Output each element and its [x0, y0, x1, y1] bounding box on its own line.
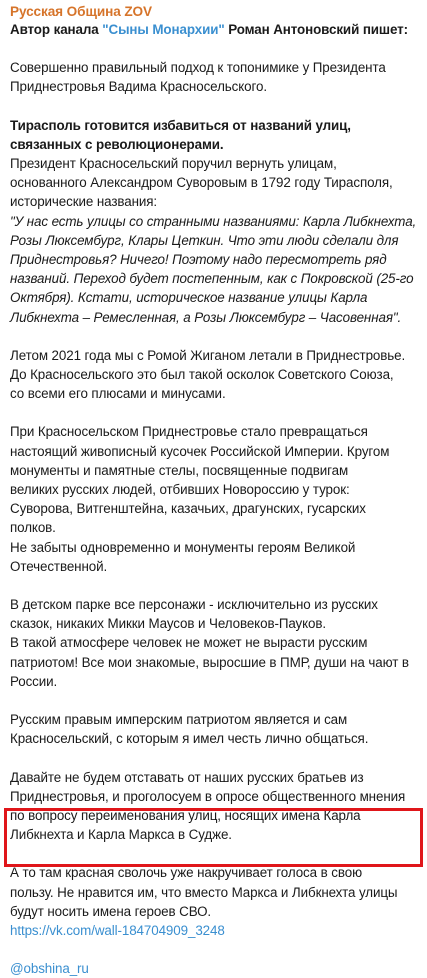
text-line: монументы и памятные стелы, посвященные подвигам	[10, 462, 349, 478]
spacer	[10, 691, 417, 710]
text-line: А то там красная сволочь уже накручивает голоса в свою	[10, 865, 363, 881]
spacer	[10, 749, 417, 768]
headline-line: связанных с революционерами.	[10, 136, 224, 152]
text-line: полков.	[10, 520, 56, 536]
body-after-headline	[10, 154, 417, 212]
text-line: Либкнехта и Карла Маркса в Судже.	[10, 827, 232, 843]
text-line: России.	[10, 673, 58, 689]
spacer	[10, 940, 417, 959]
text-line: со всеми его плюсами и минусами.	[10, 386, 226, 402]
vk-link[interactable]: https://vk.com/wall-184704909_3248	[10, 922, 225, 938]
text-line: Президент Красносельский поручил вернуть улицам,	[10, 156, 337, 172]
highlighted-paragraph	[10, 863, 417, 921]
paragraph-5	[10, 710, 417, 748]
intro-prefix: Автор канала	[10, 22, 103, 37]
paragraph-4	[10, 595, 417, 691]
quote-line: названий. Переход будет постепенным, как с Покровской (25-го	[10, 271, 414, 287]
paragraph-6	[10, 768, 417, 845]
text-line: В детском парке все персонажи - исключительно из русских	[10, 597, 378, 613]
text-line: В такой атмосфере человек не может не вырасти русским	[10, 635, 368, 651]
text-line: великих русских людей, отбивших Новороссию у турок:	[10, 482, 350, 498]
text-line: Давайте не будем отставать от наших русских братьев из	[10, 769, 364, 785]
text-line: Приднестровья, и проголосуем в опросе общественного мнения	[10, 788, 406, 804]
text-line: Приднестровья Вадима Красносельского.	[10, 79, 267, 95]
quote-line: Розы Люксембург, Клары Цеткин. Что эти люди сделали для	[10, 232, 399, 248]
spacer	[10, 576, 417, 595]
headline	[10, 116, 417, 154]
spacer	[10, 39, 417, 58]
text-line: по вопросу переименования улиц, носящих имена Карла	[10, 807, 361, 823]
paragraph-1	[10, 58, 417, 96]
text-line: Суворова, Витгенштейна, казачьих, драгунских, гусарских	[10, 501, 366, 517]
spacer	[10, 403, 417, 422]
intro-suffix: Роман Антоновский пишет:	[224, 22, 408, 37]
spacer	[10, 97, 417, 116]
text-line: Русским правым имперским патриотом является и сам	[10, 712, 348, 728]
intro-line	[10, 20, 417, 39]
text-line: настоящий живописный кусочек Российской Империи. Кругом	[10, 443, 390, 459]
text-line: будут носить имена героев СВО.	[10, 903, 212, 919]
spacer	[10, 327, 417, 346]
paragraph-2	[10, 346, 417, 404]
text-line: Красносельский, с которым я имел честь лично общаться.	[10, 731, 369, 747]
text-line: патриотом! Все мои знакомые, выросшие в ПМР, души на чают в	[10, 654, 409, 670]
text-line: пользу. Не нравится им, что вместо Маркса и Либкнехта улицы	[10, 884, 398, 900]
quote-line: "У нас есть улицы со странными названиями: Карла Либкнехта,	[10, 213, 417, 229]
paragraph-3	[10, 422, 417, 576]
quoted-channel-link[interactable]: "Сыны Монархии"	[102, 22, 225, 37]
mention-link[interactable]: @obshina_ru	[10, 961, 89, 977]
text-line: Совершенно правильный подход к топонимике у Президента	[10, 60, 386, 76]
spacer	[10, 844, 417, 863]
headline-line: Тирасполь готовится избавиться от названий улиц,	[10, 117, 351, 133]
text-line: Отечественной.	[10, 558, 108, 574]
text-line: При Красносельском Приднестровье стало превращаться	[10, 424, 368, 440]
text-line: Не забыты одновременно и монументы героям Великой	[10, 539, 356, 555]
text-line: сказок, никаких Микки Маусов и Человеков-Пауков.	[10, 616, 327, 632]
text-line: основанного Александром Суворовым в 1792 году Тирасполя,	[10, 175, 393, 191]
text-line: исторические названия:	[10, 194, 158, 210]
quote-line: Приднестровья? Ничего! Поэтому надо пересмотреть ряд	[10, 252, 387, 268]
text-line: До Красносельского это был такой осколок Советского Союза,	[10, 367, 394, 383]
quote-line: Либкнехта – Ремесленная, а Розы Люксембург – Часовенная".	[10, 309, 402, 325]
text-line: Летом 2021 года мы с Ромой Жиганом летали в Приднестровье.	[10, 347, 406, 363]
channel-name[interactable]: Русская Община ZOV	[10, 4, 152, 19]
quote-line: Октября). Кстати, историческое название улицы Карла	[10, 290, 368, 306]
president-quote	[10, 212, 417, 327]
